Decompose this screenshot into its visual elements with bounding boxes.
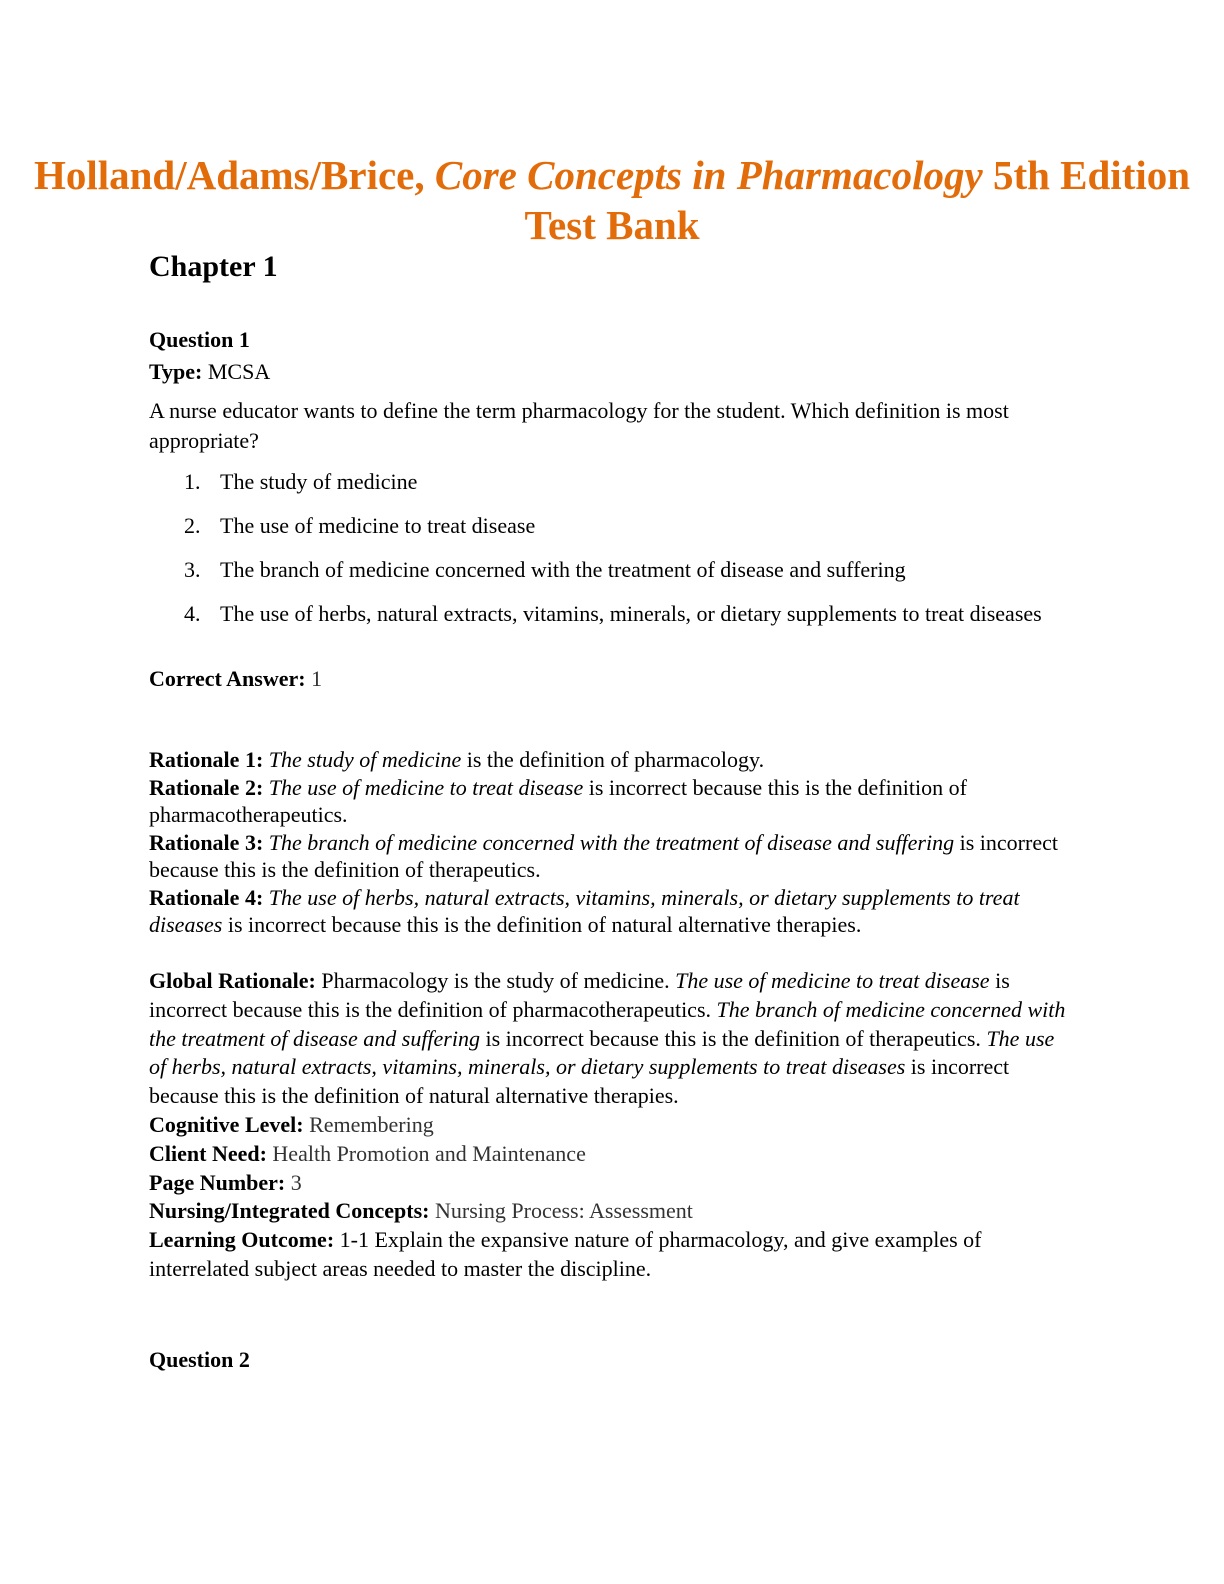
global-segment: is incorrect because this is the definition of pharmacotherapeutics. xyxy=(149,968,1010,1022)
rationale-text: is the definition of pharmacology. xyxy=(461,747,765,772)
rationale-option: The branch of medicine concerned with the treatment of disease and suffering xyxy=(268,829,955,855)
global-segment: Pharmacology is the study of medicine. xyxy=(315,968,676,993)
outcome-value: 1-1 Explain the expansive nature of pharmacology, and give examples of interrelated subject areas needed to master the discipline. xyxy=(149,1227,982,1281)
rationale-label: Rationale 1: xyxy=(149,747,264,772)
rationale-option: The study of medicine xyxy=(268,747,462,772)
answer-value: 1 xyxy=(311,666,323,691)
global-segment: is incorrect because this is the definition of therapeutics. xyxy=(479,1025,987,1051)
rationale-text: is incorrect because this is the definition of therapeutics. xyxy=(149,829,1058,882)
learning-outcome xyxy=(149,1226,1069,1284)
type-label: Type: xyxy=(149,359,203,384)
correct-answer xyxy=(149,665,1069,693)
global-segment: The branch of medicine concerned with the treatment of disease and suffering xyxy=(149,996,1066,1051)
meta-label: Cognitive Level: xyxy=(149,1111,304,1137)
title-authors: Holland/Adams/Brice, xyxy=(33,152,435,198)
rationale-item xyxy=(149,746,1069,774)
outcome-label: Learning Outcome: xyxy=(149,1227,335,1253)
meta-client-need xyxy=(149,1140,1069,1169)
meta-value: 3 xyxy=(285,1169,302,1195)
answer-label: Correct Answer: xyxy=(149,666,306,691)
rationale-text: is incorrect because this is the definition of pharmacotherapeutics. xyxy=(149,774,967,827)
option-item xyxy=(149,511,1069,541)
next-question-heading: Question 2 xyxy=(149,1347,250,1372)
rationale-option: The use of medicine to treat disease xyxy=(268,774,584,800)
global-rationale-text xyxy=(149,967,1069,1111)
rationale-text: is incorrect because this is the definition of natural alternative therapies. xyxy=(222,912,862,937)
meta-page-number xyxy=(149,1169,1069,1198)
global-segment: The use of medicine to treat disease xyxy=(675,968,990,993)
option-item xyxy=(149,467,1069,497)
document-title xyxy=(0,150,1224,250)
option-text: The use of herbs, natural extracts, vitamins, minerals, or dietary supplements to treat diseases xyxy=(220,601,1042,626)
global-rationale xyxy=(149,967,1069,1284)
meta-value: Remembering xyxy=(303,1111,434,1137)
option-text: The study of medicine xyxy=(220,469,418,494)
rationale-option: The use of herbs, natural extracts, vitamins, minerals, or dietary supplements to treat diseases xyxy=(149,884,1020,937)
meta-cognitive-level xyxy=(149,1111,1069,1140)
meta-value: Health Promotion and Maintenance xyxy=(266,1140,586,1166)
chapter-heading: Chapter 1 xyxy=(149,250,278,283)
option-number: 2. xyxy=(184,513,201,538)
rationale-item xyxy=(149,774,1069,829)
option-item xyxy=(149,555,1069,585)
option-number: 1. xyxy=(184,469,201,494)
title-book: Core Concepts in Pharmacology xyxy=(434,152,983,198)
global-segment: The use of herbs, natural extracts, vitamins, minerals, or dietary supplements to treat diseases xyxy=(149,1025,1055,1080)
answer-options xyxy=(149,467,1069,643)
option-text: The use of medicine to treat disease xyxy=(220,513,536,538)
option-item xyxy=(149,599,1069,629)
title-edition: 5th Edition Test Bank xyxy=(524,152,1191,248)
option-text: The branch of medicine concerned with the treatment of disease and suffering xyxy=(220,557,906,582)
meta-label: Client Need: xyxy=(149,1140,267,1166)
option-number: 4. xyxy=(184,601,201,626)
meta-value: Nursing Process: Assessment xyxy=(429,1198,693,1224)
rationale-item xyxy=(149,884,1069,939)
rationale-item xyxy=(149,829,1069,884)
global-segment: is incorrect because this is the definition of natural alternative therapies. xyxy=(149,1054,1010,1109)
rationale-label: Rationale 3: xyxy=(149,829,264,855)
rationale-label: Rationale 2: xyxy=(149,774,264,800)
rationale-label: Rationale 4: xyxy=(149,884,264,910)
type-value: MCSA xyxy=(207,359,271,384)
question-stem: A nurse educator wants to define the term pharmacology for the student. Which definition is most appropriate? xyxy=(149,398,1009,453)
question-heading: Question 1 xyxy=(149,327,250,352)
global-label: Global Rationale: xyxy=(149,968,316,993)
meta-nursing-concepts xyxy=(149,1197,1069,1226)
rationales xyxy=(149,746,1069,939)
meta-label: Nursing/Integrated Concepts: xyxy=(149,1198,430,1224)
meta-label: Page Number: xyxy=(149,1169,286,1195)
question-type xyxy=(149,358,1069,386)
option-number: 3. xyxy=(184,557,201,582)
